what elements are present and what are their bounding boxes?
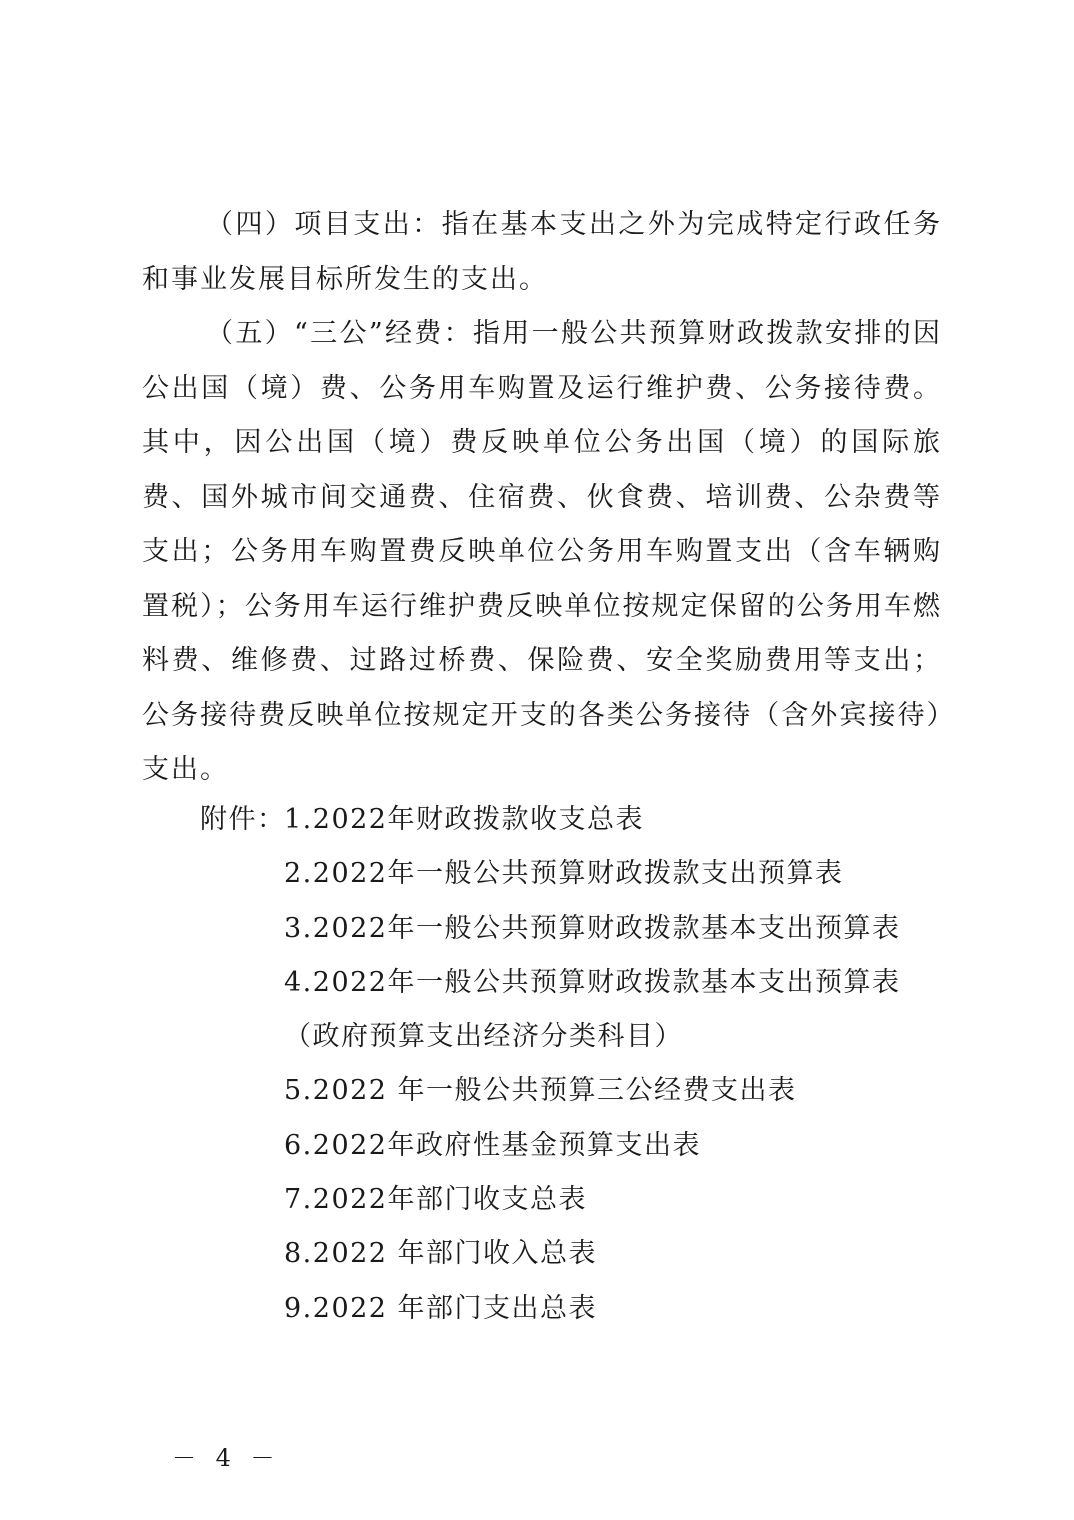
attachment-item: 6.2022年政府性基金预算支出表 xyxy=(284,1129,701,1161)
attachment-item: 7.2022年部门收支总表 xyxy=(284,1184,587,1216)
attachment-row xyxy=(200,793,960,847)
attachment-item: 1.2022年财政拨款收支总表 xyxy=(284,804,644,835)
attachments-list xyxy=(200,793,960,1336)
page-number: － 4 － xyxy=(172,1444,281,1472)
paragraph-project-expenditure: （四）项目支出：指在基本支出之外为完成特定行政任务和事业发展目标所发生的支出。 xyxy=(142,209,942,295)
attachment-item: 5.2022 年一般公共预算三公经费支出表 xyxy=(284,1075,797,1107)
attachments-label: 附件： xyxy=(200,804,286,835)
attachment-item: 2.2022年一般公共预算财政拨款支出预算表 xyxy=(284,858,844,890)
attachment-item: 9.2022 年部门支出总表 xyxy=(284,1292,598,1324)
attachment-item: 4.2022年一般公共预算财政拨款基本支出预算表 xyxy=(284,966,901,998)
attachment-item: 8.2022 年部门收入总表 xyxy=(284,1238,598,1270)
attachment-item-continuation: （政府预算支出经济分类科目） xyxy=(284,1021,683,1053)
body-text xyxy=(142,198,942,798)
attachment-item: 3.2022年一般公共预算财政拨款基本支出预算表 xyxy=(284,912,901,944)
paragraph-three-public-expenses: （五）“三公”经费：指用一般公共预算财政拨款安排的因公出国（境）费、公务用车购置及运行维护费、公务接待费。其中，因公出国（境）费反映单位公务出国（境）的国际旅费、国外城市间交通费、住宿费、伙食费、培训费、公杂费等支出；公务用车购置费反映单位公务用车购置支出（含车辆购置税）；公务用车运行维护费反映单位按规定保留的公务用车燃料费、维修费、过路过桥费、保险费、安全奖励费用等支出；公务接待费反映单位按规定开支的各类公务接待（含外宾接待）支出。 xyxy=(142,318,942,785)
